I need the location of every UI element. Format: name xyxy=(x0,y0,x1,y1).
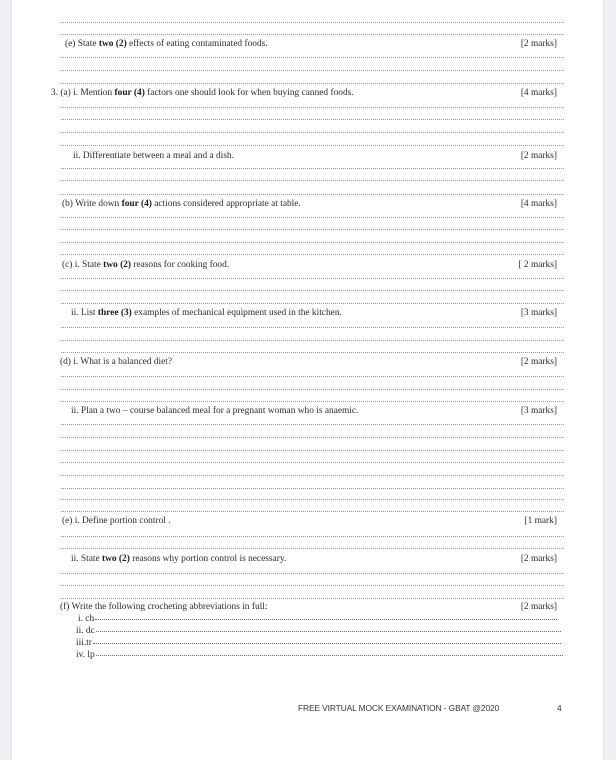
answer-line xyxy=(96,631,561,632)
abbreviation-item xyxy=(78,614,557,625)
question-text: (d) i. What is a balanced diet? xyxy=(60,357,173,367)
marks-label: [2 marks] xyxy=(520,554,557,564)
answer-line xyxy=(61,303,564,304)
question-text: effects of eating contaminated foods. xyxy=(126,39,268,49)
answer-line xyxy=(61,340,564,341)
answer-line xyxy=(61,229,564,230)
question-emphasis: four (4) xyxy=(121,199,152,209)
abbreviation-item xyxy=(76,638,561,649)
abbreviation-item xyxy=(76,626,561,637)
question-emphasis: two (2) xyxy=(98,39,127,49)
question-text: (e) State xyxy=(65,39,99,49)
answer-line xyxy=(61,278,564,279)
question-text: reasons for cooking food. xyxy=(131,260,230,270)
marks-label: [2 marks] xyxy=(520,151,557,161)
question-text: ii. Differentiate between a meal and a dish. xyxy=(73,151,234,161)
question-3f xyxy=(60,602,267,613)
question-text: actions considered appropriate at table. xyxy=(151,199,301,209)
question-2e xyxy=(65,39,268,50)
question-emphasis: two (2) xyxy=(102,554,130,564)
question-text: reasons why portion control is necessary. xyxy=(129,554,287,564)
answer-line xyxy=(61,424,564,425)
question-3d-i xyxy=(60,357,172,368)
answer-line xyxy=(61,180,564,181)
marks-label: [3 marks] xyxy=(520,308,557,318)
answer-line xyxy=(93,643,561,644)
question-text: ii. State xyxy=(71,554,102,564)
page-number: 4 xyxy=(557,703,562,713)
marks-label: [2 marks] xyxy=(520,357,557,367)
answer-line xyxy=(61,352,564,353)
question-emphasis: three (3) xyxy=(97,308,132,318)
answer-line xyxy=(61,168,564,169)
exam-page xyxy=(11,0,604,760)
answer-line xyxy=(61,499,564,500)
question-emphasis: two (2) xyxy=(103,260,131,270)
answer-line xyxy=(61,376,564,377)
question-emphasis: four (4) xyxy=(114,88,145,98)
question-3e-ii xyxy=(71,554,286,565)
answer-line xyxy=(61,119,564,120)
answer-line xyxy=(61,401,564,402)
question-3e-i xyxy=(62,516,171,527)
answer-line xyxy=(61,437,564,438)
abbreviation-label: ii. dc xyxy=(76,626,95,636)
question-text: ii. List xyxy=(71,308,98,318)
question-text: (b) Write down xyxy=(62,199,122,209)
marks-label: [4 marks] xyxy=(520,199,557,209)
answer-line xyxy=(61,254,564,255)
abbreviation-label: iii.tr xyxy=(76,638,92,648)
marks-label: [3 marks] xyxy=(520,406,557,416)
answer-line xyxy=(61,132,564,133)
answer-line xyxy=(61,511,564,512)
marks-label: [ 2 marks] xyxy=(518,260,557,270)
answer-line xyxy=(61,475,564,476)
question-3b xyxy=(62,199,301,210)
answer-line xyxy=(61,70,564,71)
question-text: examples of mechanical equipment used in the kitchen. xyxy=(131,308,342,318)
answer-line xyxy=(61,194,564,195)
answer-line xyxy=(61,290,564,291)
abbreviation-label: i. ch xyxy=(78,614,95,624)
abbreviation-item xyxy=(76,650,563,661)
question-text: (e) i. Define portion control . xyxy=(62,516,171,526)
question-3c-i xyxy=(62,260,229,271)
question-text: ii. Plan a two – course balanced meal for a pregnant woman who is anaemic. xyxy=(71,406,359,416)
answer-line xyxy=(61,242,564,243)
question-3a-ii xyxy=(73,151,234,162)
question-3a-i xyxy=(51,88,354,99)
question-text: (f) Write the following crocheting abbreviations in full: xyxy=(60,602,268,612)
answer-line xyxy=(61,585,564,586)
answer-line xyxy=(61,536,564,537)
answer-line xyxy=(95,619,557,620)
marks-label: [1 mark] xyxy=(524,516,557,526)
answer-line xyxy=(61,57,564,58)
question-text: (c) i. State xyxy=(62,260,104,270)
answer-line xyxy=(61,450,564,451)
answer-line xyxy=(61,548,564,549)
answer-line xyxy=(61,327,564,328)
marks-label: [2 marks] xyxy=(520,39,557,49)
answer-line xyxy=(61,107,564,108)
answer-line xyxy=(61,22,564,23)
answer-line xyxy=(61,83,564,84)
answer-line xyxy=(61,217,564,218)
answer-line xyxy=(61,598,564,599)
marks-label: [4 marks] xyxy=(520,88,557,98)
question-text: 3. (a) i. Mention xyxy=(51,88,115,98)
question-3d-ii xyxy=(71,406,358,417)
marks-label: [2 marks] xyxy=(520,602,557,612)
question-3c-ii xyxy=(71,308,342,319)
answer-line xyxy=(61,145,564,146)
abbreviation-label: iv. lp xyxy=(76,650,95,660)
question-text: factors one should look for when buying canned foods. xyxy=(144,88,354,98)
answer-line xyxy=(61,573,564,574)
answer-line xyxy=(96,655,563,656)
answer-line xyxy=(61,34,564,35)
footer-text: FREE VIRTUAL MOCK EXAMINATION - GBAT @2020 xyxy=(298,703,500,713)
answer-line xyxy=(61,488,564,489)
answer-line xyxy=(61,389,564,390)
answer-line xyxy=(61,462,564,463)
